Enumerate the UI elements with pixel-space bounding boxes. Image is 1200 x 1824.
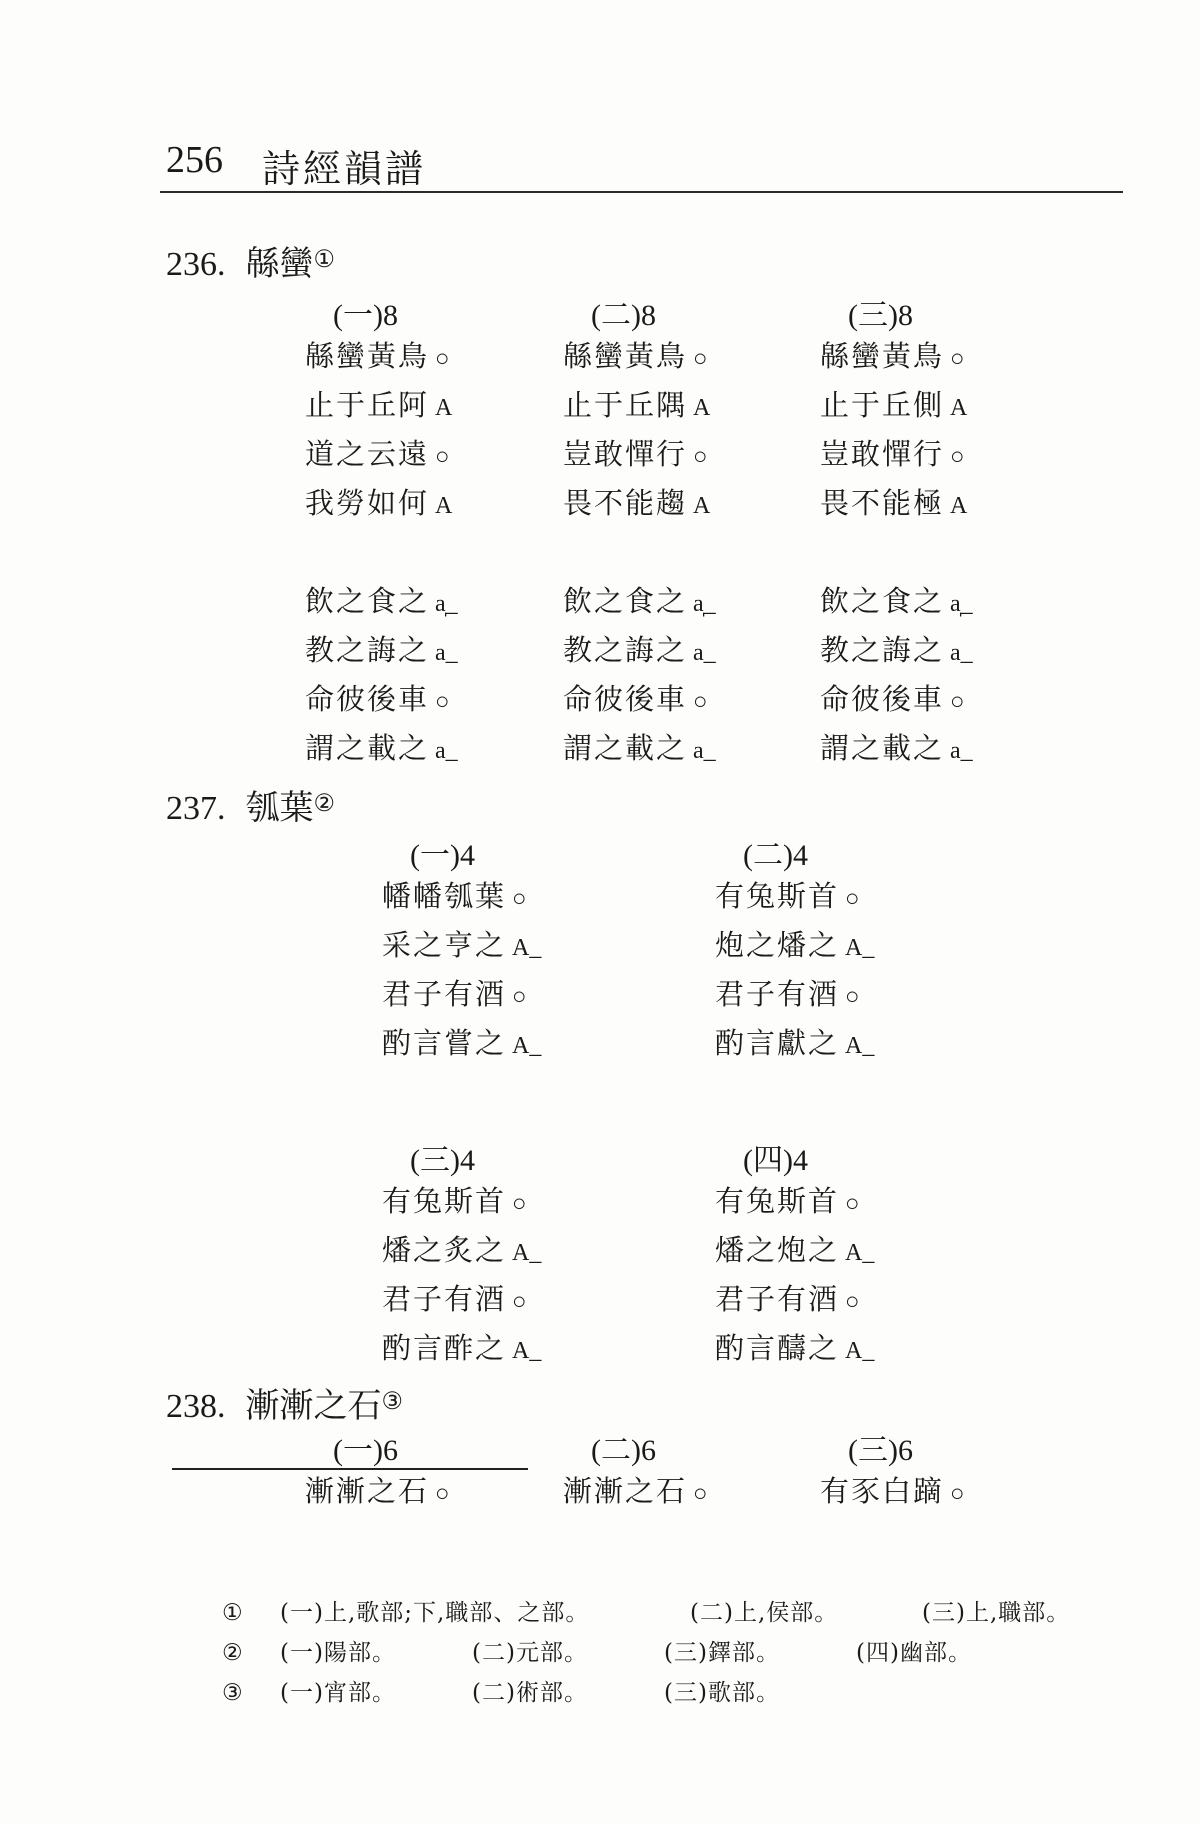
verse-text: 止于丘隅	[563, 388, 688, 422]
verse-line	[820, 381, 973, 430]
stanza-label: (三)4	[410, 1144, 475, 1177]
verse-text: 命彼後車	[563, 682, 688, 716]
verse-text: 教之誨之	[820, 633, 945, 667]
poem-title	[166, 236, 335, 285]
verse-line	[715, 1324, 874, 1373]
rhyme-mark: A	[950, 493, 968, 519]
verse-text: 有兔斯首	[715, 1184, 840, 1218]
verse-text: 豈敢憚行	[563, 437, 688, 471]
stanza-label: (三)6	[848, 1434, 913, 1467]
footnote-item: (三)鐸部。	[664, 1640, 780, 1666]
verse-text: 緜蠻黃鳥	[305, 339, 430, 373]
verse-line	[820, 332, 973, 381]
footnote-marker: ③	[222, 1680, 244, 1706]
poem-name: 漸漸之石	[245, 1386, 382, 1426]
verse-text: 命彼後車	[820, 682, 945, 716]
rhyme-mark: ○	[693, 689, 708, 715]
verse-text: 謂之載之	[820, 731, 945, 765]
verse-text: 畏不能趨	[563, 486, 688, 520]
verse-line	[305, 626, 458, 675]
verse-text: 畏不能極	[820, 486, 945, 520]
stanza-label: (三)8	[848, 299, 913, 332]
verse-line	[820, 724, 973, 773]
verse-line	[305, 1467, 450, 1516]
rhyme-mark: ○	[693, 346, 708, 372]
stanza-label: (二)4	[743, 839, 808, 872]
poem-number: 236.	[166, 246, 226, 283]
stanza	[715, 1135, 874, 1373]
rhyme-mark: a_	[950, 738, 973, 764]
stanza	[382, 1135, 541, 1373]
rhyme-mark: ○	[435, 1481, 450, 1507]
rhyme-mark: A	[435, 395, 453, 421]
rhyme-mark: ○	[435, 346, 450, 372]
verse-line	[715, 1019, 874, 1068]
rhyme-mark: ○	[435, 444, 450, 470]
stanza	[305, 290, 458, 773]
footnote-2	[222, 1634, 972, 1667]
stanza-label: (二)6	[591, 1434, 656, 1467]
rhyme-mark: A_	[512, 935, 542, 961]
verse-line	[715, 970, 874, 1019]
footnote-item: (二)上,侯部。	[690, 1600, 839, 1626]
footnote-item: (一)上,歌部;下,職部、之部。	[280, 1600, 590, 1626]
verse-line	[563, 381, 716, 430]
verse-text: 炮之燔之	[715, 928, 840, 962]
stanza	[820, 290, 973, 773]
verse-line	[382, 921, 541, 970]
stanza-gap	[305, 528, 458, 577]
verse-line	[382, 970, 541, 1019]
verse-text: 燔之炮之	[715, 1233, 840, 1267]
rhyme-mark: A_	[845, 935, 875, 961]
verse-line	[820, 577, 973, 626]
verse-line	[715, 1226, 874, 1275]
verse-text: 緜蠻黃鳥	[820, 339, 945, 373]
verse-line	[820, 1467, 965, 1516]
verse-line	[382, 1226, 541, 1275]
verse-line	[563, 626, 716, 675]
rhyme-mark: a̩_	[950, 591, 973, 617]
page-number: 256	[166, 139, 223, 181]
verse-line	[305, 479, 458, 528]
poem-number: 238.	[166, 1388, 226, 1425]
poem-name: 瓠葉	[245, 788, 314, 828]
rhyme-mark: ○	[845, 984, 860, 1010]
verse-text: 謂之載之	[305, 731, 430, 765]
verse-line	[715, 872, 874, 921]
stanza	[382, 830, 541, 1068]
footnote-marker: ②	[222, 1640, 244, 1666]
verse-line	[820, 675, 973, 724]
book-title: 詩經韻譜	[262, 147, 427, 191]
footnote-item: (二)元部。	[472, 1640, 588, 1666]
rhyme-mark: A_	[512, 1338, 542, 1364]
verse-line	[715, 921, 874, 970]
rhyme-mark: ○	[950, 1481, 965, 1507]
rhyme-mark: A	[950, 395, 968, 421]
verse-line	[563, 1467, 708, 1516]
footnote-ref: ③	[381, 1387, 404, 1415]
verse-line	[563, 724, 716, 773]
rhyme-mark: ○	[950, 346, 965, 372]
rhyme-mark: A	[693, 395, 711, 421]
rhyme-mark: A	[693, 493, 711, 519]
verse-text: 采之亨之	[382, 928, 507, 962]
footnote-item: (三)歌部。	[664, 1680, 780, 1706]
rhyme-mark: a_	[950, 640, 973, 666]
verse-text: 君子有酒	[715, 977, 840, 1011]
verse-line	[305, 381, 458, 430]
verse-text: 教之誨之	[563, 633, 688, 667]
rhyme-mark: ○	[512, 1191, 527, 1217]
stanza-gap	[563, 528, 716, 577]
rhyme-mark: A_	[845, 1338, 875, 1364]
footnote-item: (二)術部。	[472, 1680, 588, 1706]
rhyme-mark: ○	[435, 689, 450, 715]
rhyme-mark: a_	[435, 738, 458, 764]
verse-text: 謂之載之	[563, 731, 688, 765]
stanza	[563, 1425, 708, 1516]
verse-line	[820, 626, 973, 675]
verse-text: 飲之食之	[563, 584, 688, 618]
verse-line	[305, 430, 458, 479]
footnote-item: (四)幽部。	[856, 1640, 972, 1666]
verse-line	[715, 1177, 874, 1226]
verse-text: 有豕白蹢	[820, 1474, 945, 1508]
stanza-label: (一)6	[333, 1434, 398, 1467]
verse-text: 幡幡瓠葉	[382, 879, 507, 913]
rhyme-mark: A_	[512, 1033, 542, 1059]
verse-line	[563, 332, 716, 381]
verse-line	[563, 577, 716, 626]
verse-line	[820, 479, 973, 528]
rhyme-mark: A_	[845, 1240, 875, 1266]
stanza-label: (二)8	[591, 299, 656, 332]
stanza-label: (一)4	[410, 839, 475, 872]
footnote-marker: ①	[222, 1600, 244, 1626]
verse-text: 有兔斯首	[382, 1184, 507, 1218]
verse-text: 道之云遠	[305, 437, 430, 471]
rhyme-mark: a_	[693, 738, 716, 764]
poem-title	[166, 780, 335, 829]
verse-text: 飲之食之	[820, 584, 945, 618]
poem-title	[166, 1378, 403, 1427]
verse-text: 君子有酒	[382, 1282, 507, 1316]
verse-text: 漸漸之石	[563, 1474, 688, 1508]
verse-line	[563, 675, 716, 724]
rhyme-mark: ○	[693, 444, 708, 470]
verse-line	[820, 430, 973, 479]
rhyme-mark: ○	[512, 886, 527, 912]
footnote-item: (一)陽部。	[280, 1640, 396, 1666]
verse-text: 教之誨之	[305, 633, 430, 667]
verse-line	[305, 675, 458, 724]
verse-text: 飲之食之	[305, 584, 430, 618]
verse-line	[382, 1019, 541, 1068]
rhyme-mark: A_	[512, 1240, 542, 1266]
verse-text: 酌言酢之	[382, 1331, 507, 1365]
rhyme-mark: ○	[512, 1289, 527, 1315]
verse-line	[305, 724, 458, 773]
poem-number: 237.	[166, 790, 226, 827]
verse-line	[563, 479, 716, 528]
rhyme-mark: ○	[950, 444, 965, 470]
rhyme-mark: ○	[845, 1289, 860, 1315]
verse-line	[382, 872, 541, 921]
footnote-ref: ②	[313, 789, 336, 817]
verse-text: 酌言獻之	[715, 1026, 840, 1060]
rhyme-mark: a_	[693, 640, 716, 666]
rhyme-mark: ○	[512, 984, 527, 1010]
rhyme-mark: ○	[950, 689, 965, 715]
stanza-gap	[820, 528, 973, 577]
footnote-ref: ①	[313, 245, 336, 273]
stanza-label: (一)8	[333, 299, 398, 332]
footnote-3	[222, 1674, 780, 1707]
header-rule	[160, 191, 1123, 193]
verse-line	[382, 1324, 541, 1373]
footnote-item: (三)上,職部。	[922, 1600, 1071, 1626]
stanza	[715, 830, 874, 1068]
rhyme-mark: A	[435, 493, 453, 519]
verse-line	[305, 332, 458, 381]
verse-text: 君子有酒	[382, 977, 507, 1011]
verse-text: 命彼後車	[305, 682, 430, 716]
rhyme-mark: a̩_	[435, 591, 458, 617]
verse-line	[382, 1275, 541, 1324]
rhyme-mark: A_	[845, 1033, 875, 1059]
verse-text: 止于丘阿	[305, 388, 430, 422]
verse-text: 有兔斯首	[715, 879, 840, 913]
poem-name: 緜蠻	[245, 244, 314, 284]
verse-text: 酌言醻之	[715, 1331, 840, 1365]
footnote-rule	[172, 1468, 528, 1470]
stanza	[563, 290, 716, 773]
verse-line	[715, 1275, 874, 1324]
rhyme-mark: ○	[845, 886, 860, 912]
footnote-item: (一)宵部。	[280, 1680, 396, 1706]
verse-text: 君子有酒	[715, 1282, 840, 1316]
stanza-label: (四)4	[743, 1144, 808, 1177]
rhyme-mark: ○	[693, 1481, 708, 1507]
footnote-1	[222, 1594, 1070, 1627]
verse-text: 緜蠻黃鳥	[563, 339, 688, 373]
verse-line	[305, 577, 458, 626]
verse-text: 止于丘側	[820, 388, 945, 422]
rhyme-mark: a̩_	[693, 591, 716, 617]
stanza	[305, 1425, 450, 1516]
stanza	[820, 1425, 965, 1516]
rhyme-mark: a_	[435, 640, 458, 666]
verse-text: 豈敢憚行	[820, 437, 945, 471]
verse-text: 我勞如何	[305, 486, 430, 520]
verse-text: 漸漸之石	[305, 1474, 430, 1508]
verse-text: 燔之炙之	[382, 1233, 507, 1267]
verse-text: 酌言嘗之	[382, 1026, 507, 1060]
verse-line	[563, 430, 716, 479]
verse-line	[382, 1177, 541, 1226]
rhyme-mark: ○	[845, 1191, 860, 1217]
